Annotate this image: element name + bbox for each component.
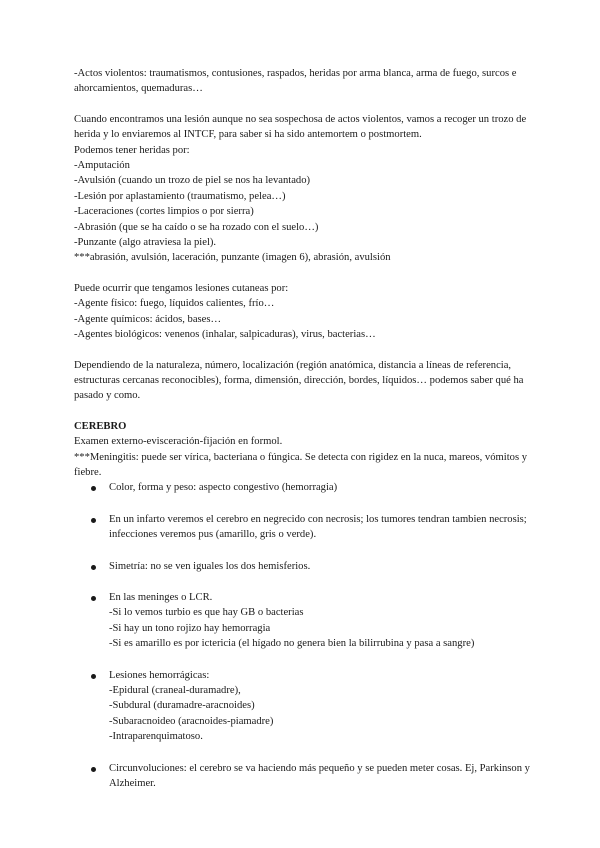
bullet-text: Lesiones hemorrágicas: (109, 669, 210, 681)
bullet-icon (91, 486, 96, 491)
bullet-subline: -Subdural (duramadre-aracnoides) (109, 700, 255, 712)
bullet-icon (91, 596, 96, 601)
bullet-subline: -Intraparenquimatoso. (109, 731, 203, 743)
bullet-icon (91, 518, 96, 523)
wound-item: -Laceraciones (cortes limpios o por sierra) (74, 206, 254, 218)
bullet-text: Color, forma y peso: aspecto congestivo (hemorragia) (109, 482, 338, 494)
wound-item: -Abrasión (que se ha caído o se ha rozado con el suelo…) (74, 221, 319, 233)
wound-item: -Lesión por aplastamiento (traumatismo, pelea…) (74, 190, 286, 202)
agent-item: -Agentes biológicos: venenos (inhalar, salpicaduras), virus, bacterias… (74, 329, 376, 341)
bullet-text: Circunvoluciones: el cerebro se va haciendo más pequeño y se pueden meter cosas. Ej, Parkinson y Alzheimer. (109, 762, 530, 790)
bullet-subline: -Epidural (craneal-duramadre), (109, 685, 241, 696)
bullet-subline: -Si hay un tono rojizo hay hemorragia (109, 622, 271, 634)
wounds-intro: Podemos tener heridas por: (74, 144, 190, 156)
wound-item: -Amputación (74, 160, 130, 172)
bullet-icon (91, 767, 96, 772)
bullet-text: En un infarto veremos el cerebro en negrecido con necrosis; los tumores tendran tambien necrosis; infecciones veremos pus (amarillo, gris o verde). (109, 513, 527, 541)
bullet-subline: -Si es amarillo es por ictericia (el hígado no genera bien la bilirrubina y pasa a sangre) (109, 638, 475, 650)
list-item (109, 480, 530, 495)
bullet-subline: -Subaracnoideo (aracnoides-piamadre) (109, 715, 274, 727)
exam-line: Examen externo-evisceración-fijación en formol. (74, 436, 283, 448)
list-item (109, 668, 530, 745)
wound-item: -Punzante (algo atraviesa la piel). (74, 237, 217, 249)
violent-acts-paragraph: -Actos violentos: traumatismos, contusiones, raspados, heridas por arma blanca, arma de fuego, surcos e ahorcamientos, quemaduras… (74, 68, 517, 95)
bullet-icon (91, 674, 96, 679)
agent-item: -Agente químicos: ácidos, bases… (74, 313, 222, 325)
list-item (109, 512, 530, 543)
bullet-text: En las meninges o LCR. (109, 591, 213, 603)
list-item (109, 761, 530, 792)
meningitis-note: ***Meningitis: puede ser vírica, bacteriana o fúngica. Se detecta con rigidez en la nuca, mareos, vómitos y fiebre. (74, 451, 528, 478)
bullet-subline: -Si lo vemos turbio es que hay GB o bacterias (109, 607, 304, 619)
section-heading-cerebro: CEREBRO (74, 420, 127, 432)
determination-paragraph: Dependiendo de la naturaleza, número, localización (región anatómica, distancia a líneas de referencia, estructuras cercanas reconocibles), forma, dimensión, dirección, bordes, líquidos… podemos saber qué ha pasado y como. (74, 359, 524, 402)
bullet-icon (91, 565, 96, 570)
wound-item: -Avulsión (cuando un trozo de piel se nos ha levantado) (74, 175, 311, 187)
list-item (109, 590, 530, 652)
list-item (109, 559, 530, 574)
lesion-note-paragraph: Cuando encontramos una lesión aunque no sea sospechosa de actos violentos, vamos a recoger un trozo de herida y lo enviaremos al INTCF, para saber si ha sido antemortem o postmortem. (74, 113, 527, 141)
cutaneous-intro: Puede ocurrir que tengamos lesiones cutaneas por: (74, 282, 289, 294)
wounds-summary: ***abrasión, avulsión, laceración, punzante (imagen 6), abrasión, avulsión (74, 252, 391, 264)
cerebro-bullet-list (74, 480, 530, 791)
bullet-text: Simetría: no se ven iguales los dos hemisferios. (109, 560, 311, 572)
agent-item: -Agente físico: fuego, líquidos calientes, frío… (74, 298, 275, 310)
